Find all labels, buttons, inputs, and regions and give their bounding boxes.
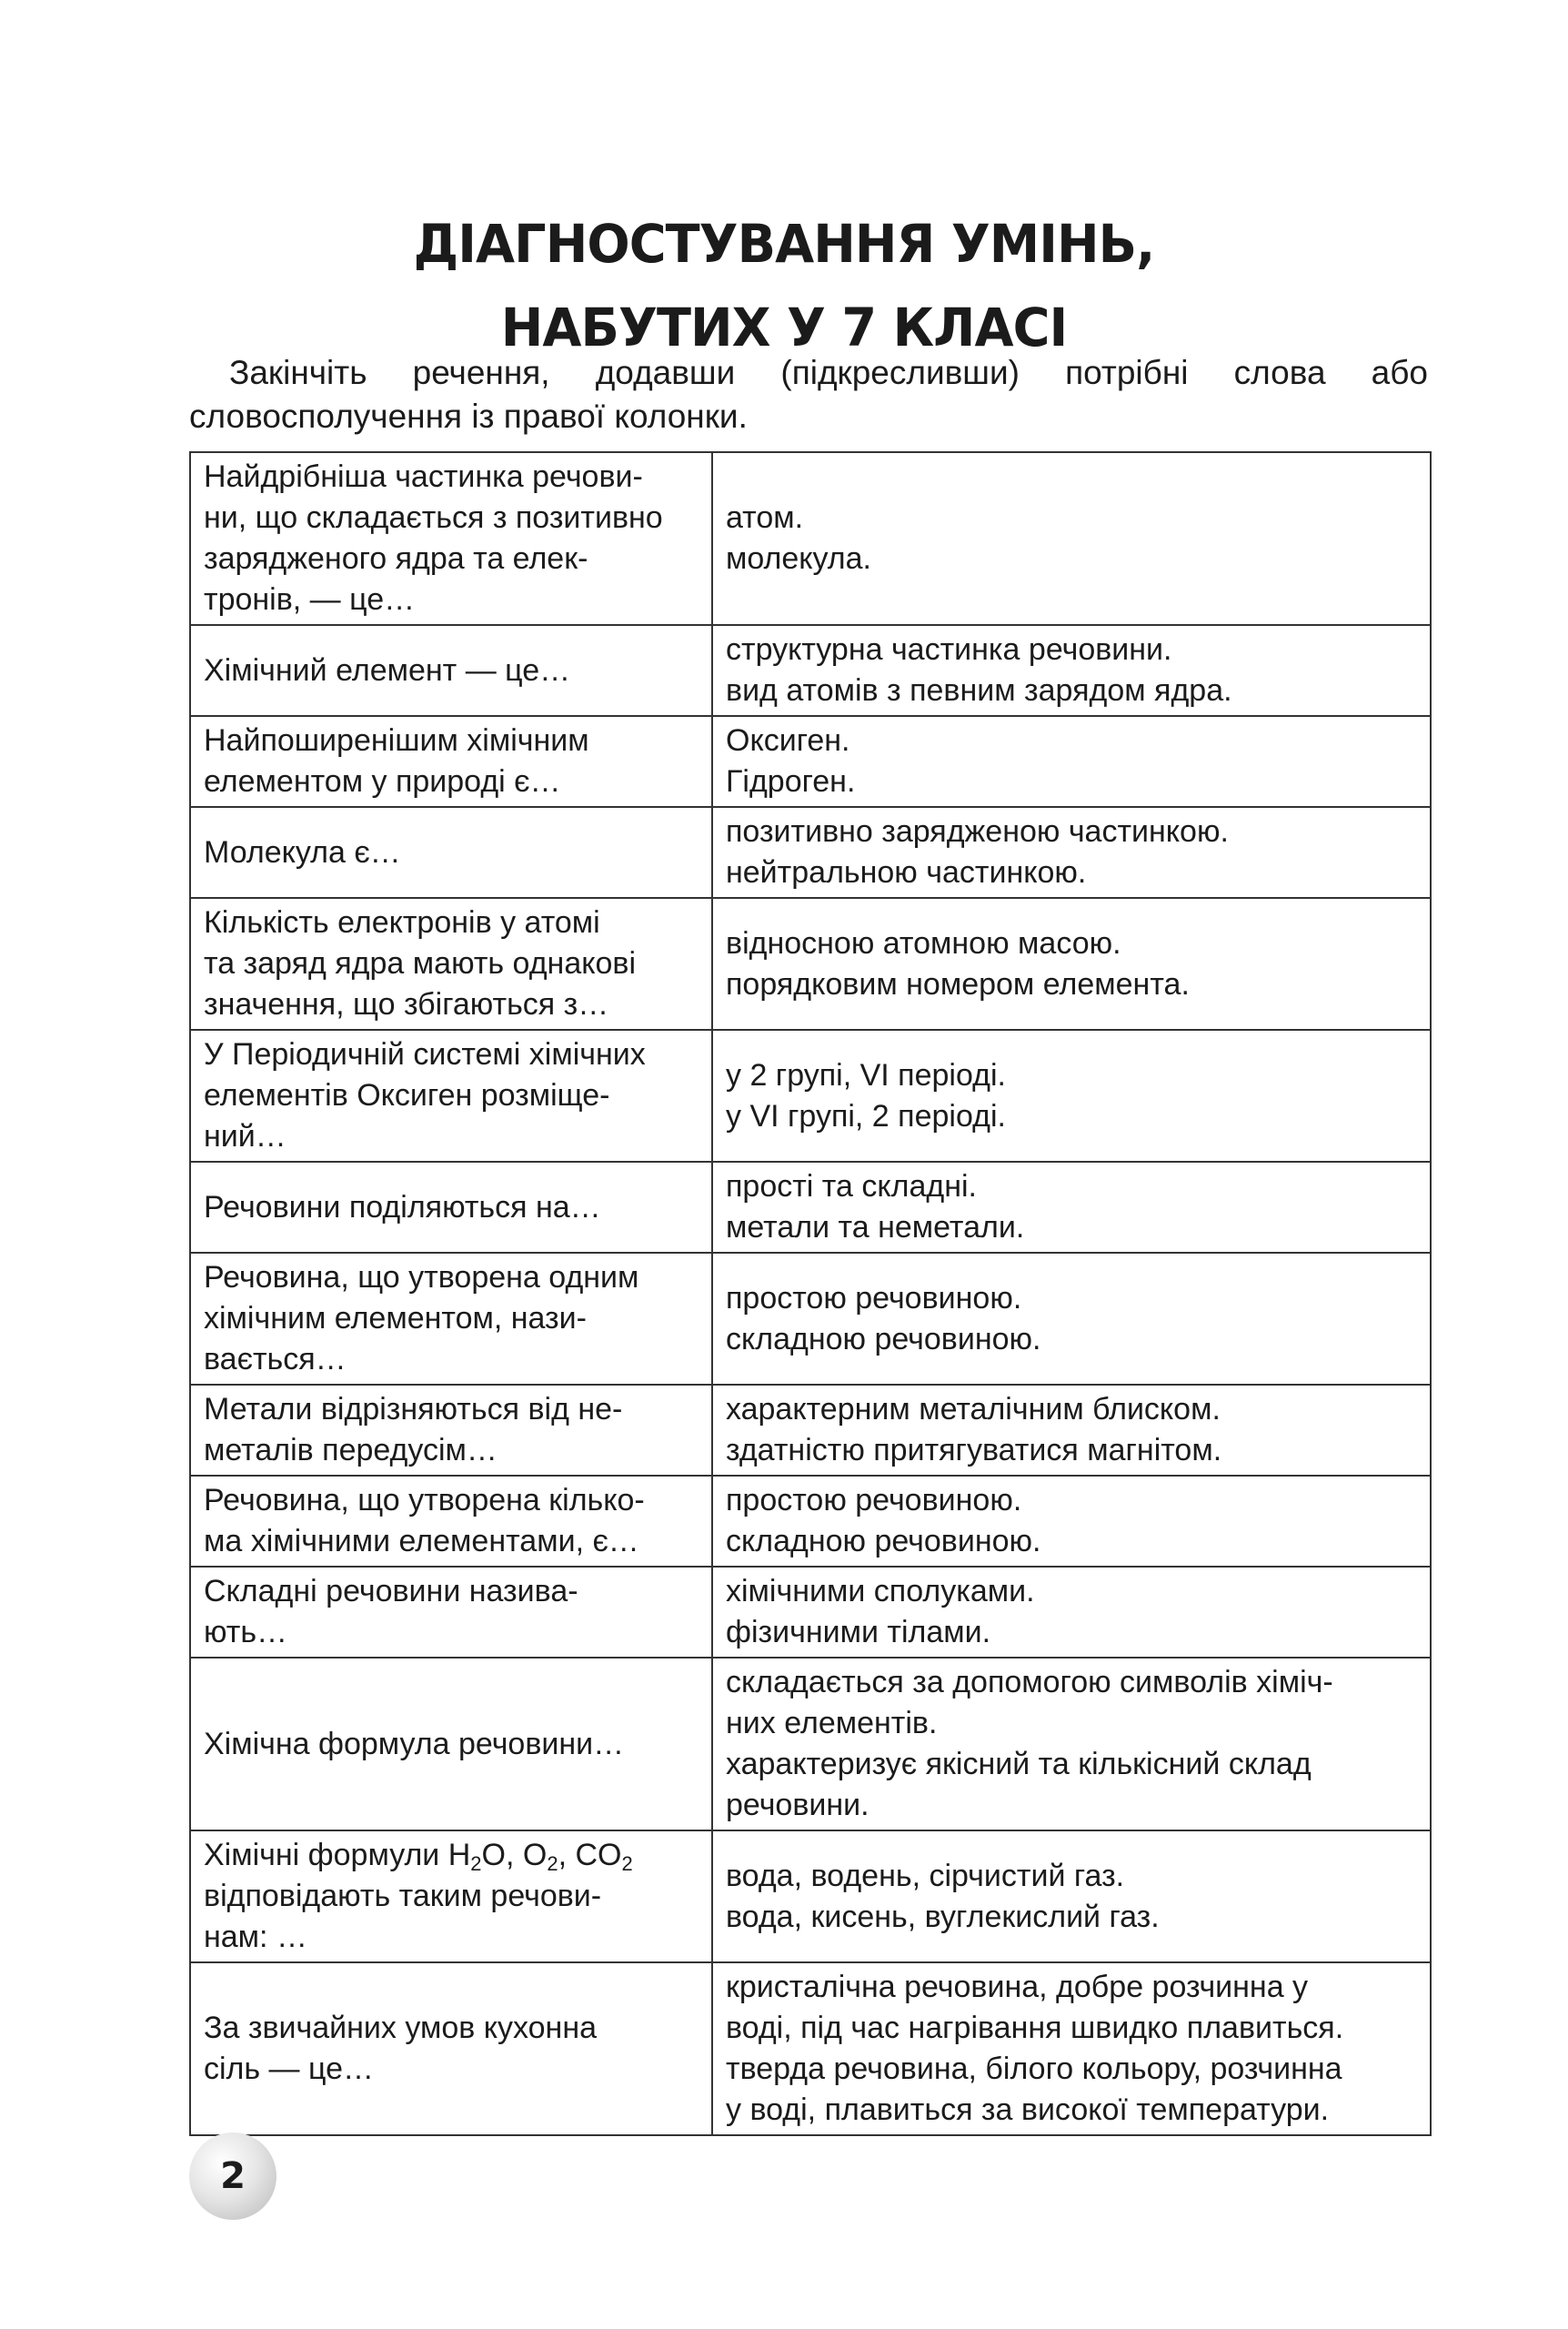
question-cell [190,1385,712,1476]
answer-option[interactable]: простою речовиною. [726,1483,1022,1517]
table-row [190,1476,1431,1567]
question-line: Речовини поділяються на… [204,1189,601,1225]
answer-options-cell [712,452,1431,625]
answer-option[interactable]: складною речовиною. [726,1321,1041,1356]
question-cell [190,1476,712,1567]
answer-options-cell [712,1030,1431,1162]
subscript: 2 [547,1852,558,1875]
answer-option[interactable]: вода, водень, сірчистий газ. [726,1858,1125,1893]
question-cell [190,1567,712,1658]
answer-option[interactable]: них елементів. [726,1706,938,1740]
answer-options-cell [712,1385,1431,1476]
subscript: 2 [621,1852,633,1875]
question-line: Речовина, що утворена одним [204,1260,639,1295]
answer-option[interactable]: складається за допомогою символів хіміч- [726,1665,1333,1699]
answer-option[interactable]: характеризує якісний та кількісний склад [726,1747,1312,1781]
answer-option[interactable]: у 2 групі, VI періоді. [726,1057,1006,1093]
question-cell [190,1962,712,2135]
table-row [190,1658,1431,1830]
answer-options-cell [712,807,1431,898]
table-row [190,1162,1431,1253]
question-line: вається… [204,1342,347,1376]
question-line: значення, що збігаються з… [204,987,609,1022]
table-row [190,1567,1431,1658]
table-row [190,1830,1431,1962]
answer-options-cell [712,1567,1431,1658]
table-row [190,1385,1431,1476]
answer-option[interactable]: структурна частинка речовини. [726,632,1172,667]
answer-options-cell [712,1658,1431,1830]
answer-option[interactable]: характерним металічним блиском. [726,1392,1221,1427]
answer-option[interactable]: позитивно зарядженою частинкою. [726,814,1229,849]
answer-option[interactable]: воді, під час нагрівання швидко плавиться. [726,2011,1344,2045]
answer-option[interactable]: кристалічна речовина, добре розчинна у [726,1970,1309,2004]
answer-options-cell [712,1162,1431,1253]
answer-options-cell [712,1830,1431,1962]
title-line-1: ДІАГНОСТУВАННЯ УМІНЬ, [413,213,1155,275]
exercise-table [189,451,1432,2136]
title-line-2: НАБУТИХ У 7 КЛАСІ [500,297,1068,358]
answer-option[interactable]: складною речовиною. [726,1524,1041,1558]
page-number: 2 [220,2155,246,2197]
answer-options-cell [712,1253,1431,1385]
page-title [31,202,1536,369]
answer-option[interactable]: вид атомів з певним зарядом ядра. [726,673,1232,708]
question-line: елементів Оксиген розміще- [204,1078,610,1113]
question-line: ни, що складається з позитивно [204,500,663,535]
question-line: металів передусім… [204,1433,498,1467]
question-cell [190,452,712,625]
question-line: Хімічна формула речовини… [204,1726,625,1761]
question-line: Молекула є… [204,834,401,870]
answer-options-cell [712,898,1431,1030]
table-row [190,898,1431,1030]
question-cell [190,898,712,1030]
question-line: ють… [204,1615,288,1649]
answer-option[interactable]: метали та неметали. [726,1210,1025,1245]
formula-text: Хімічні формули H [204,1838,471,1872]
question-line: Найпоширенішим хімічним [204,723,589,758]
answer-option[interactable]: тверда речовина, білого кольору, розчинна [726,2052,1342,2086]
table-row [190,1253,1431,1385]
question-line: Найдрібніша частинка речови- [204,459,643,494]
answer-options-cell [712,1476,1431,1567]
answer-option[interactable]: фізичними тілами. [726,1615,991,1649]
question-cell [190,807,712,898]
answer-option[interactable]: відносною атомною масою. [726,925,1121,961]
table-row [190,1962,1431,2135]
answer-option[interactable]: атом. [726,500,804,535]
table-row [190,625,1431,716]
table-row [190,1030,1431,1162]
question-cell [190,1658,712,1830]
question-line: У Періодичній системі хімічних [204,1037,646,1072]
answer-option[interactable]: молекула. [726,541,871,576]
question-cell [190,1830,712,1962]
answer-option[interactable]: Гідроген. [726,764,856,799]
question-cell [190,1253,712,1385]
question-line: Складні речовини назива- [204,1574,578,1608]
question-line: Кількість електронів у атомі [204,905,600,940]
question-line: Метали відрізняються від не- [204,1392,623,1427]
question-line: Речовина, що утворена кілько- [204,1483,645,1517]
answer-options-cell [712,1962,1431,2135]
question-line: зарядженого ядра та елек- [204,541,588,576]
question-line: За звичайних умов кухонна [204,2011,598,2045]
formula-text: O, O [481,1838,548,1872]
answer-option[interactable]: у VI групі, 2 періоді. [726,1098,1006,1134]
question-line: та заряд ядра мають однакові [204,946,637,981]
question-line: ний… [204,1119,286,1154]
table-row [190,807,1431,898]
answer-option[interactable]: речовини. [726,1788,869,1822]
question-cell [190,1162,712,1253]
question-line: відповідають таким речови- [204,1879,602,1913]
answer-option[interactable]: Оксиген. [726,723,850,758]
question-line: сіль — це… [204,2052,374,2086]
answer-option[interactable]: нейтральною частинкою. [726,855,1087,890]
question-line: нам: … [204,1920,307,1954]
subscript: 2 [470,1852,482,1875]
formula-text: , CO [558,1838,622,1872]
page-number-badge [189,2132,276,2220]
instructions: Закінчіть речення, додавши (підкресливши) потрібні слова або словосполучення із правої колонки. [189,354,1428,435]
question-line: хімічним елементом, нази- [204,1301,587,1336]
answer-option[interactable]: вода, кисень, вуглекислий газ. [726,1899,1160,1934]
question-line: тронів, — це… [204,582,416,617]
answer-option[interactable]: здатністю притягуватися магнітом. [726,1433,1222,1467]
question-line: елементом у природі є… [204,764,561,799]
answer-option[interactable]: хімічними сполуками. [726,1574,1035,1608]
table-row [190,716,1431,807]
answer-option[interactable]: порядковим номером елемента. [726,966,1190,1002]
question-line: ма хімічними елементами, є… [204,1524,639,1558]
answer-option[interactable]: простою речовиною. [726,1280,1022,1316]
answer-options-cell [712,716,1431,807]
answer-option[interactable]: прості та складні. [726,1169,977,1204]
answer-option[interactable]: у воді, плавиться за високої температури. [726,2092,1330,2127]
question-cell [190,1030,712,1162]
question-cell [190,625,712,716]
question-line: Хімічний елемент — це… [204,652,571,688]
answer-options-cell [712,625,1431,716]
table-row [190,452,1431,625]
question-cell [190,716,712,807]
formula-line [204,1835,699,1876]
